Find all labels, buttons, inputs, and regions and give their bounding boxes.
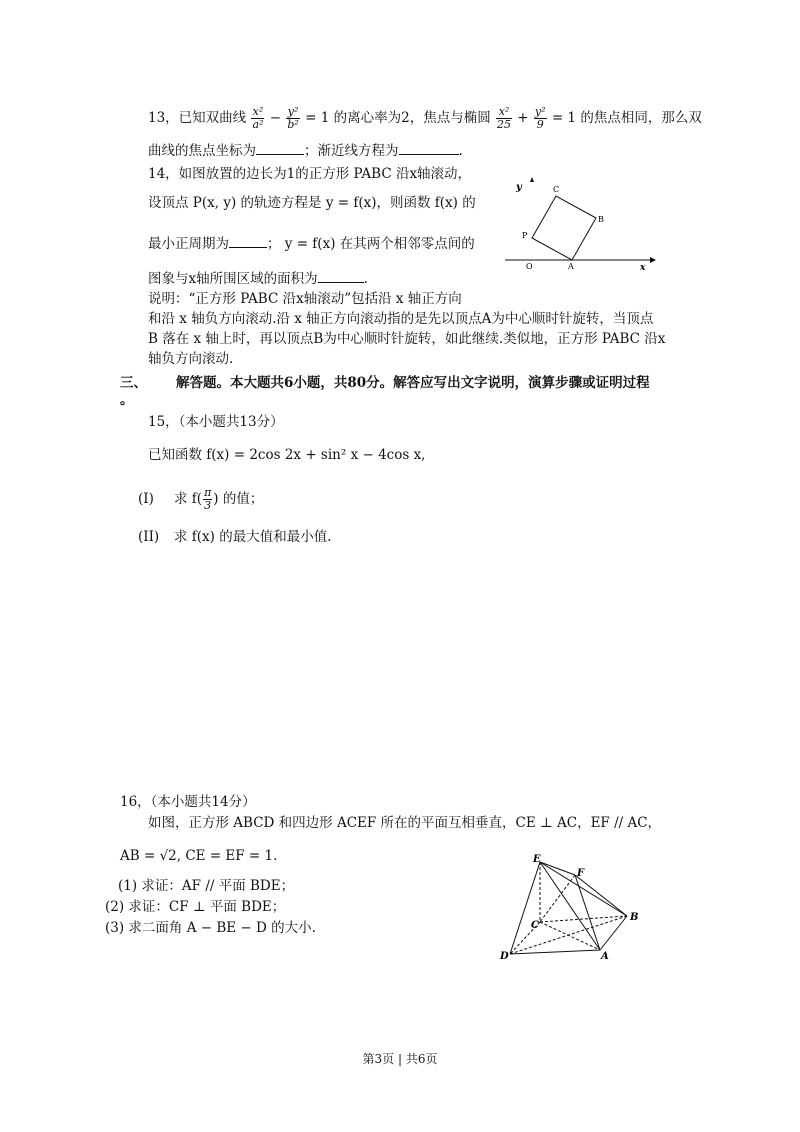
q16-solid-figure [495, 850, 655, 965]
y-axis-arrow [530, 177, 534, 182]
q16-header: 16，（本小题共14分） [120, 794, 256, 810]
label-p: P [522, 231, 528, 240]
section-3-dot: 。 [120, 392, 134, 408]
q14-note1: 说明：“正方形 PABC 沿x轴滚动”包括沿 x 轴正方向 [148, 291, 462, 307]
label-a: A [601, 951, 609, 962]
label-e: E [533, 854, 541, 865]
section-3-heading: 三、 解答题。本大题共6小题，共80分。解答应写出文字说明，演算步骤或证明过程 [120, 375, 650, 391]
q16-item1: (1) 求证：AF // 平面 BDE； [118, 878, 295, 894]
q15-given: 已知函数 f(x) = 2cos 2x + sin² x − 4cos x, [148, 447, 426, 463]
label-y: y [516, 182, 522, 193]
label-x: x [640, 263, 646, 273]
q16-item3: (3) 求二面角 A − BE − D 的大小. [105, 920, 316, 936]
label-c: C [531, 920, 539, 931]
edge-ab [600, 916, 627, 950]
q14-answer-blank-2[interactable] [318, 268, 364, 283]
edge-da [510, 950, 600, 954]
q13-answer-blank-2[interactable] [399, 140, 459, 155]
q14-note2: 和沿 x 轴负方向滚动.沿 x 轴正方向滚动指的是先以顶点A为中心顺时针旋转，当顶点 [148, 311, 654, 327]
label-o: O [526, 262, 533, 271]
label-b: B [630, 912, 639, 923]
q13-frac2: $\frac{\text{y²}}{\text{b²}}$ [287, 105, 299, 131]
q15-part1: (I) 求 f( $\frac{\pi}{3}$ ) 的值； [138, 486, 264, 512]
q16-item2: (2) 求证：CF ⊥ 平面 BDE； [105, 899, 286, 915]
q15-part2: (II) 求 f(x) 的最大值和最小值. [138, 529, 332, 545]
edge-fc-dashed [540, 875, 575, 922]
label-a: A [568, 262, 574, 271]
q14-note4: 轴负方向滚动. [148, 351, 234, 367]
label-c: C [553, 185, 560, 194]
q13-frac4: $\frac{\text{y²}}{9}$ [534, 105, 546, 131]
q14-note3: B 落在 x 轴上时，再以顶点B为中心顺时针旋转，如此继续.类似地，正方形 PABC 沿x [148, 331, 666, 347]
page-footer: 第3页 | 共6页 [362, 1052, 438, 1066]
q13-frac1: $\frac{\text{x²}}{\text{a²}}$ [252, 105, 264, 131]
q13-frac3: $\frac{\text{x²}}{25}$ [497, 105, 511, 131]
q16-line1: 如图，正方形 ABCD 和四边形 ACEF 所在的平面互相垂直，CE ⊥ AC，EF // AC， [148, 815, 662, 831]
edge-fb [575, 875, 627, 916]
x-axis-arrow [650, 257, 656, 263]
edge-ea [540, 862, 600, 950]
label-d: D [500, 951, 509, 962]
q14-rolling-square-figure [500, 170, 660, 280]
label-b: B [598, 215, 604, 224]
q16-line2: AB = √2, CE = EF = 1. [120, 848, 278, 864]
edge-ed [510, 862, 540, 954]
q13-line1: 13，已知双曲线 $\frac{\text{x²}}{\text{a²}}$ − $\frac{\text{y²}}{\text{b²}}$ = 1 的离心率为2，焦点与椭圆 $\frac{\text{x²}}{25}$ + $\frac{\text{y²}}{9}$ = 1 的焦点相同，那么双 [148, 105, 702, 131]
edge-fa [575, 875, 600, 950]
q14-line2: 设顶点 P(x, y) 的轨迹方程是 y = f(x)，则函数 f(x) 的 [148, 195, 476, 211]
q14-line3: 最小正周期为 ； y = f(x) 在其两个相邻零点间的 [148, 233, 475, 254]
q14-line1: 14，如图放置的边长为1的正方形 PABC 沿x轴滚动， [148, 166, 472, 182]
q13-line2: 曲线的焦点坐标为 ；渐近线方程为 . [148, 140, 463, 161]
q13-answer-blank-1[interactable] [256, 140, 304, 155]
q14-answer-blank-1[interactable] [229, 233, 267, 248]
label-f: F [577, 868, 585, 879]
square-pabc [532, 196, 596, 260]
edge-cb-dashed [540, 916, 627, 922]
q15-header: 15，（本小题共13分） [148, 414, 284, 430]
q14-line4: 图象与x轴所围区域的面积为 . [148, 268, 368, 289]
